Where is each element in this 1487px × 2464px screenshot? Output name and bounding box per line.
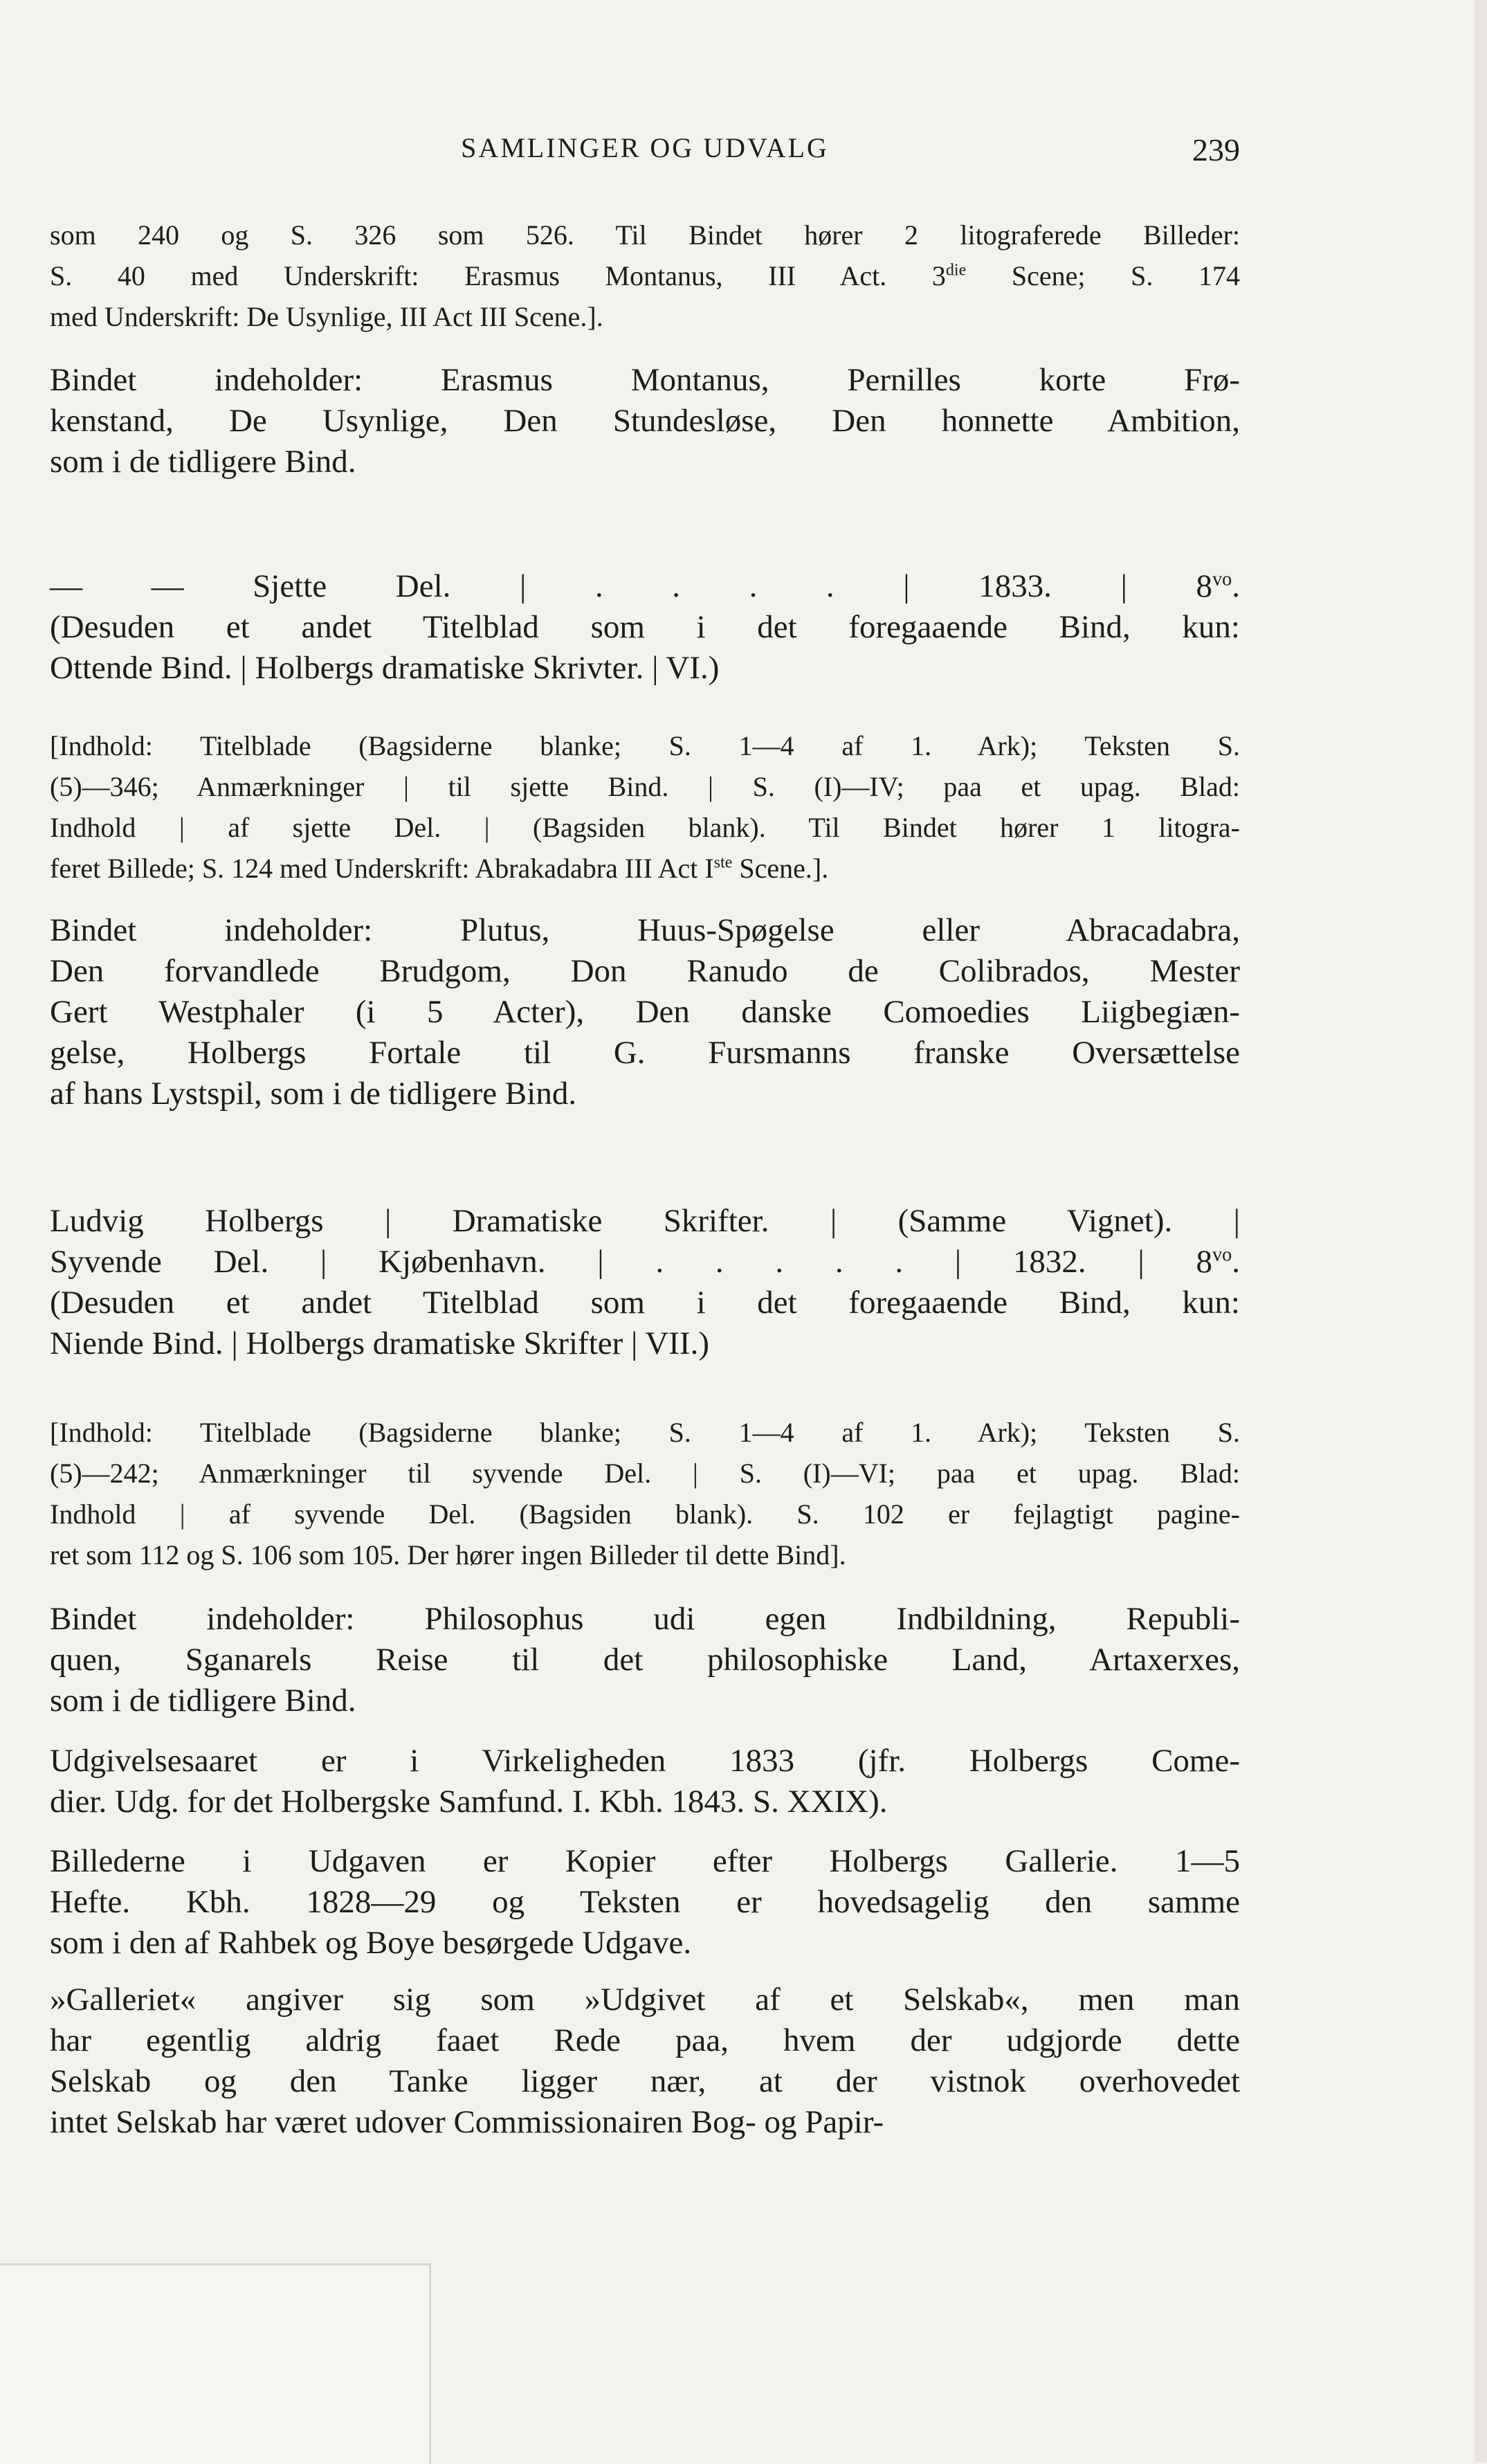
paragraph-p7 — [50, 1412, 1240, 1575]
scan-border — [1475, 0, 1487, 2462]
text-line: »Galleriet« angiver sig som »Udgivet af et Selskab«, men man — [50, 1982, 1240, 2018]
paragraph-p3 — [50, 566, 1240, 689]
text-line: Ludvig Holbergs | Dramatiske Skrifter. | (Samme Vignet). | — [50, 1203, 1240, 1239]
text-line: Bindet indeholder: Plutus, Huus-Spøgelse eller Abracadabra, — [50, 912, 1240, 948]
text-line: Den forvandlede Brudgom, Don Ranudo de Colibrados, Mester — [50, 953, 1240, 989]
scan-artifact — [0, 2263, 431, 2464]
text-line: Udgivelsesaaret er i Virkeligheden 1833 (jfr. Holbergs Come- — [50, 1743, 1240, 1779]
text-line: — — Sjette Del. | . . . . | 1833. | $8^{vo}$. — [50, 568, 1240, 604]
text-line: kenstand, De Usynlige, Den Stundesløse, Den honnette Ambition, — [50, 403, 1240, 439]
text-line: (Desuden et andet Titelblad som i det foregaaende Bind, kun: — [50, 1285, 1240, 1321]
text-line: Bindet indeholder: Erasmus Montanus, Pernilles korte Frø- — [50, 362, 1240, 398]
paragraph-p5 — [50, 910, 1240, 1114]
text-line: Indhold | af syvende Del. (Bagsiden blank). S. 102 er fejlagtigt pagine- — [50, 1498, 1240, 1530]
text-line: som 240 og S. 326 som 526. Til Bindet hører 2 litograferede Billeder: — [50, 219, 1240, 251]
text-line: Bindet indeholder: Philosophus udi egen Indbildning, Republi- — [50, 1601, 1240, 1637]
paragraph-p11 — [50, 1980, 1240, 2143]
text-line: dier. Udg. for det Holbergske Samfund. I. Kbh. 1843. S. XXIX). — [50, 1784, 888, 1820]
paragraph-p2 — [50, 360, 1240, 482]
text-line: Niende Bind. | Holbergs dramatiske Skrifter | VII.) — [50, 1325, 709, 1361]
text-line: Hefte. Kbh. 1828—29 og Teksten er hovedsagelig den samme — [50, 1884, 1240, 1920]
page-number: 239 — [1192, 132, 1240, 167]
text-line: som i den af Rahbek og Boye besørgede Udgave. — [50, 1925, 692, 1961]
text-line: quen, Sganarels Reise til det philosophiske Land, Artaxerxes, — [50, 1642, 1240, 1678]
paragraph-p8 — [50, 1599, 1240, 1721]
text-line: S. 40 med Underskrift: Erasmus Montanus, III Act. $3^{die}$ Scene; S. 174 — [50, 260, 1240, 291]
text-line: (5)—242; Anmærkninger til syvende Del. | S. (I)—VI; paa et upag. Blad: — [50, 1458, 1240, 1489]
paragraph-p4 — [50, 725, 1240, 889]
text-line: Gert Westphaler (i 5 Acter), Den danske Comoedies Liigbegiæn- — [50, 994, 1240, 1030]
text-line: af hans Lystspil, som i de tidligere Bind. — [50, 1076, 577, 1112]
paragraph-p10 — [50, 1841, 1240, 1964]
text-line: som i de tidligere Bind. — [50, 1683, 356, 1719]
text-line: Selskab og den Tanke ligger nær, at der vistnok overhovedet — [50, 2063, 1240, 2099]
text-line: [Indhold: Titelblade (Bagsiderne blanke; S. 1—4 af 1. Ark); Teksten S. — [50, 730, 1240, 761]
text-line: Ottende Bind. | Holbergs dramatiske Skrivter. | VI.) — [50, 650, 720, 686]
paragraph-p1 — [50, 215, 1240, 337]
text-line: Indhold | af sjette Del. | (Bagsiden blank). Til Bindet hører 1 litogra- — [50, 812, 1240, 843]
text-line: feret Billede; S. 124 med Underskrift: Abrakadabra III Act Iste Scene.]. — [50, 853, 829, 884]
running-head: SAMLINGER OG UDVALG — [461, 132, 829, 163]
text-line: Billederne i Udgaven er Kopier efter Holbergs Gallerie. 1—5 — [50, 1843, 1240, 1879]
text-line: ret som 112 og S. 106 som 105. Der hører ingen Billeder til dette Bind]. — [50, 1539, 846, 1570]
text-line: intet Selskab har været udover Commissionairen Bog- og Papir- — [50, 2104, 884, 2140]
text-line: Syvende Del. | Kjøbenhavn. | . . . . . | 1832. | $8^{vo}$. — [50, 1244, 1240, 1280]
text-line: som i de tidligere Bind. — [50, 444, 356, 480]
text-line: har egentlig aldrig faaet Rede paa, hvem der udgjorde dette — [50, 2022, 1240, 2058]
text-line: (5)—346; Anmærkninger | til sjette Bind. | S. (I)—IV; paa et upag. Blad: — [50, 771, 1240, 802]
text-line: med Underskrift: De Usynlige, III Act III Scene.]. — [50, 301, 603, 332]
text-line: (Desuden et andet Titelblad som i det foregaaende Bind, kun: — [50, 609, 1240, 645]
page-header — [50, 132, 1240, 173]
paragraph-p6 — [50, 1201, 1240, 1364]
text-line: [Indhold: Titelblade (Bagsiderne blanke; S. 1—4 af 1. Ark); Teksten S. — [50, 1417, 1240, 1448]
text-line: gelse, Holbergs Fortale til G. Fursmanns franske Oversættelse — [50, 1035, 1240, 1071]
paragraph-p9 — [50, 1741, 1240, 1822]
